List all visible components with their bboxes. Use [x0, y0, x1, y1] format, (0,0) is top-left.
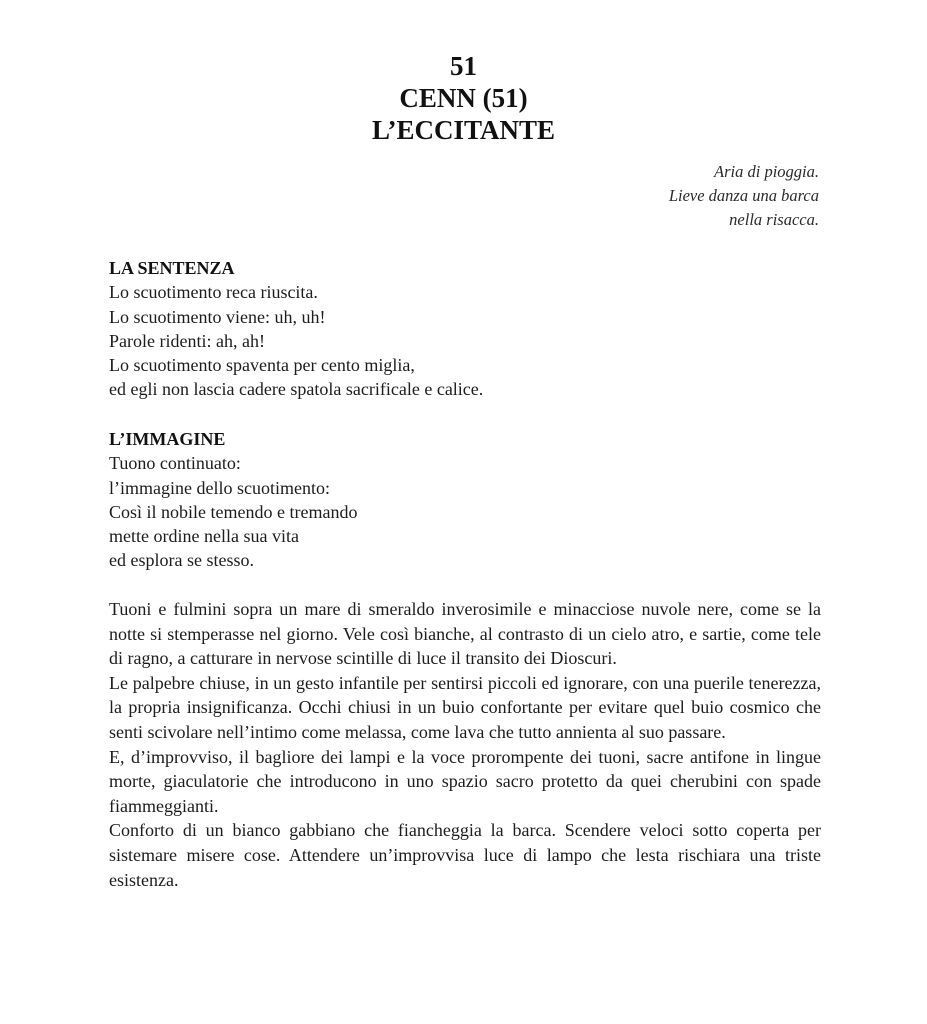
commentary-section: [109, 597, 821, 892]
chapter-number: 51: [450, 51, 477, 81]
immagine-line: mette ordine nella sua vita: [109, 526, 299, 547]
chapter-title-block: [0, 50, 927, 146]
sentenza-line: Parole ridenti: ah, ah!: [109, 330, 265, 351]
sentenza-section: [109, 256, 821, 402]
epigraph-line: Aria di pioggia.: [714, 162, 819, 181]
immagine-line: l’immagine dello scuotimento:: [109, 477, 330, 498]
sentenza-heading: LA SENTENZA: [109, 258, 235, 278]
epigraph-line: nella risacca.: [729, 210, 819, 229]
hexagram-name: L’ECCITANTE: [371, 115, 556, 145]
commentary-paragraph: Tuoni e fulmini sopra un mare di smeraldo inverosimile e minacciose nuvole nere, come se la notte si stemperasse nel giorno. Vele così bianche, al contrasto di un cielo atro, e sartie, come tele di ragno, a catturare in nervose scintille di luce il transito dei Dioscuri.: [109, 599, 821, 669]
commentary-paragraph: E, d’improvviso, il bagliore dei lampi e la voce prorompente dei tuoni, sacre antifone in lingue morte, giaculatorie che introducono in uno spazio sacro protetto da quei cherubini con spade fiammeggianti.: [109, 746, 821, 816]
immagine-section: [109, 427, 821, 573]
hexagram-label: CENN (51): [399, 83, 528, 113]
sentenza-line: Lo scuotimento spaventa per cento miglia,: [109, 355, 415, 376]
immagine-line: Tuono continuato:: [109, 453, 241, 474]
haiku-epigraph: [669, 160, 819, 232]
commentary-paragraph: Conforto di un bianco gabbiano che fiancheggia la barca. Scendere veloci sotto coperta per sistemare misere cose. Attendere un’improvvisa luce di lampo che lesta rischiara una triste esistenza.: [109, 820, 821, 890]
immagine-line: ed esplora se stesso.: [109, 550, 254, 571]
sentenza-line: Lo scuotimento reca riuscita.: [109, 282, 318, 303]
sentenza-line: Lo scuotimento viene: uh, uh!: [109, 306, 326, 327]
immagine-line: Così il nobile temendo e tremando: [109, 501, 358, 522]
commentary-paragraph: Le palpebre chiuse, in un gesto infantile per sentirsi piccoli ed ignorare, con una puerile tenerezza, la propria insignificanza. Occhi chiusi in un buio confortante per evitare quel buio cosmico che senti scivolare nell’intimo come melassa, come lava che tutto annienta al suo passare.: [109, 672, 821, 742]
immagine-heading: L’IMMAGINE: [109, 429, 226, 449]
sentenza-line: ed egli non lascia cadere spatola sacrificale e calice.: [109, 379, 484, 400]
epigraph-line: Lieve danza una barca: [668, 186, 819, 205]
